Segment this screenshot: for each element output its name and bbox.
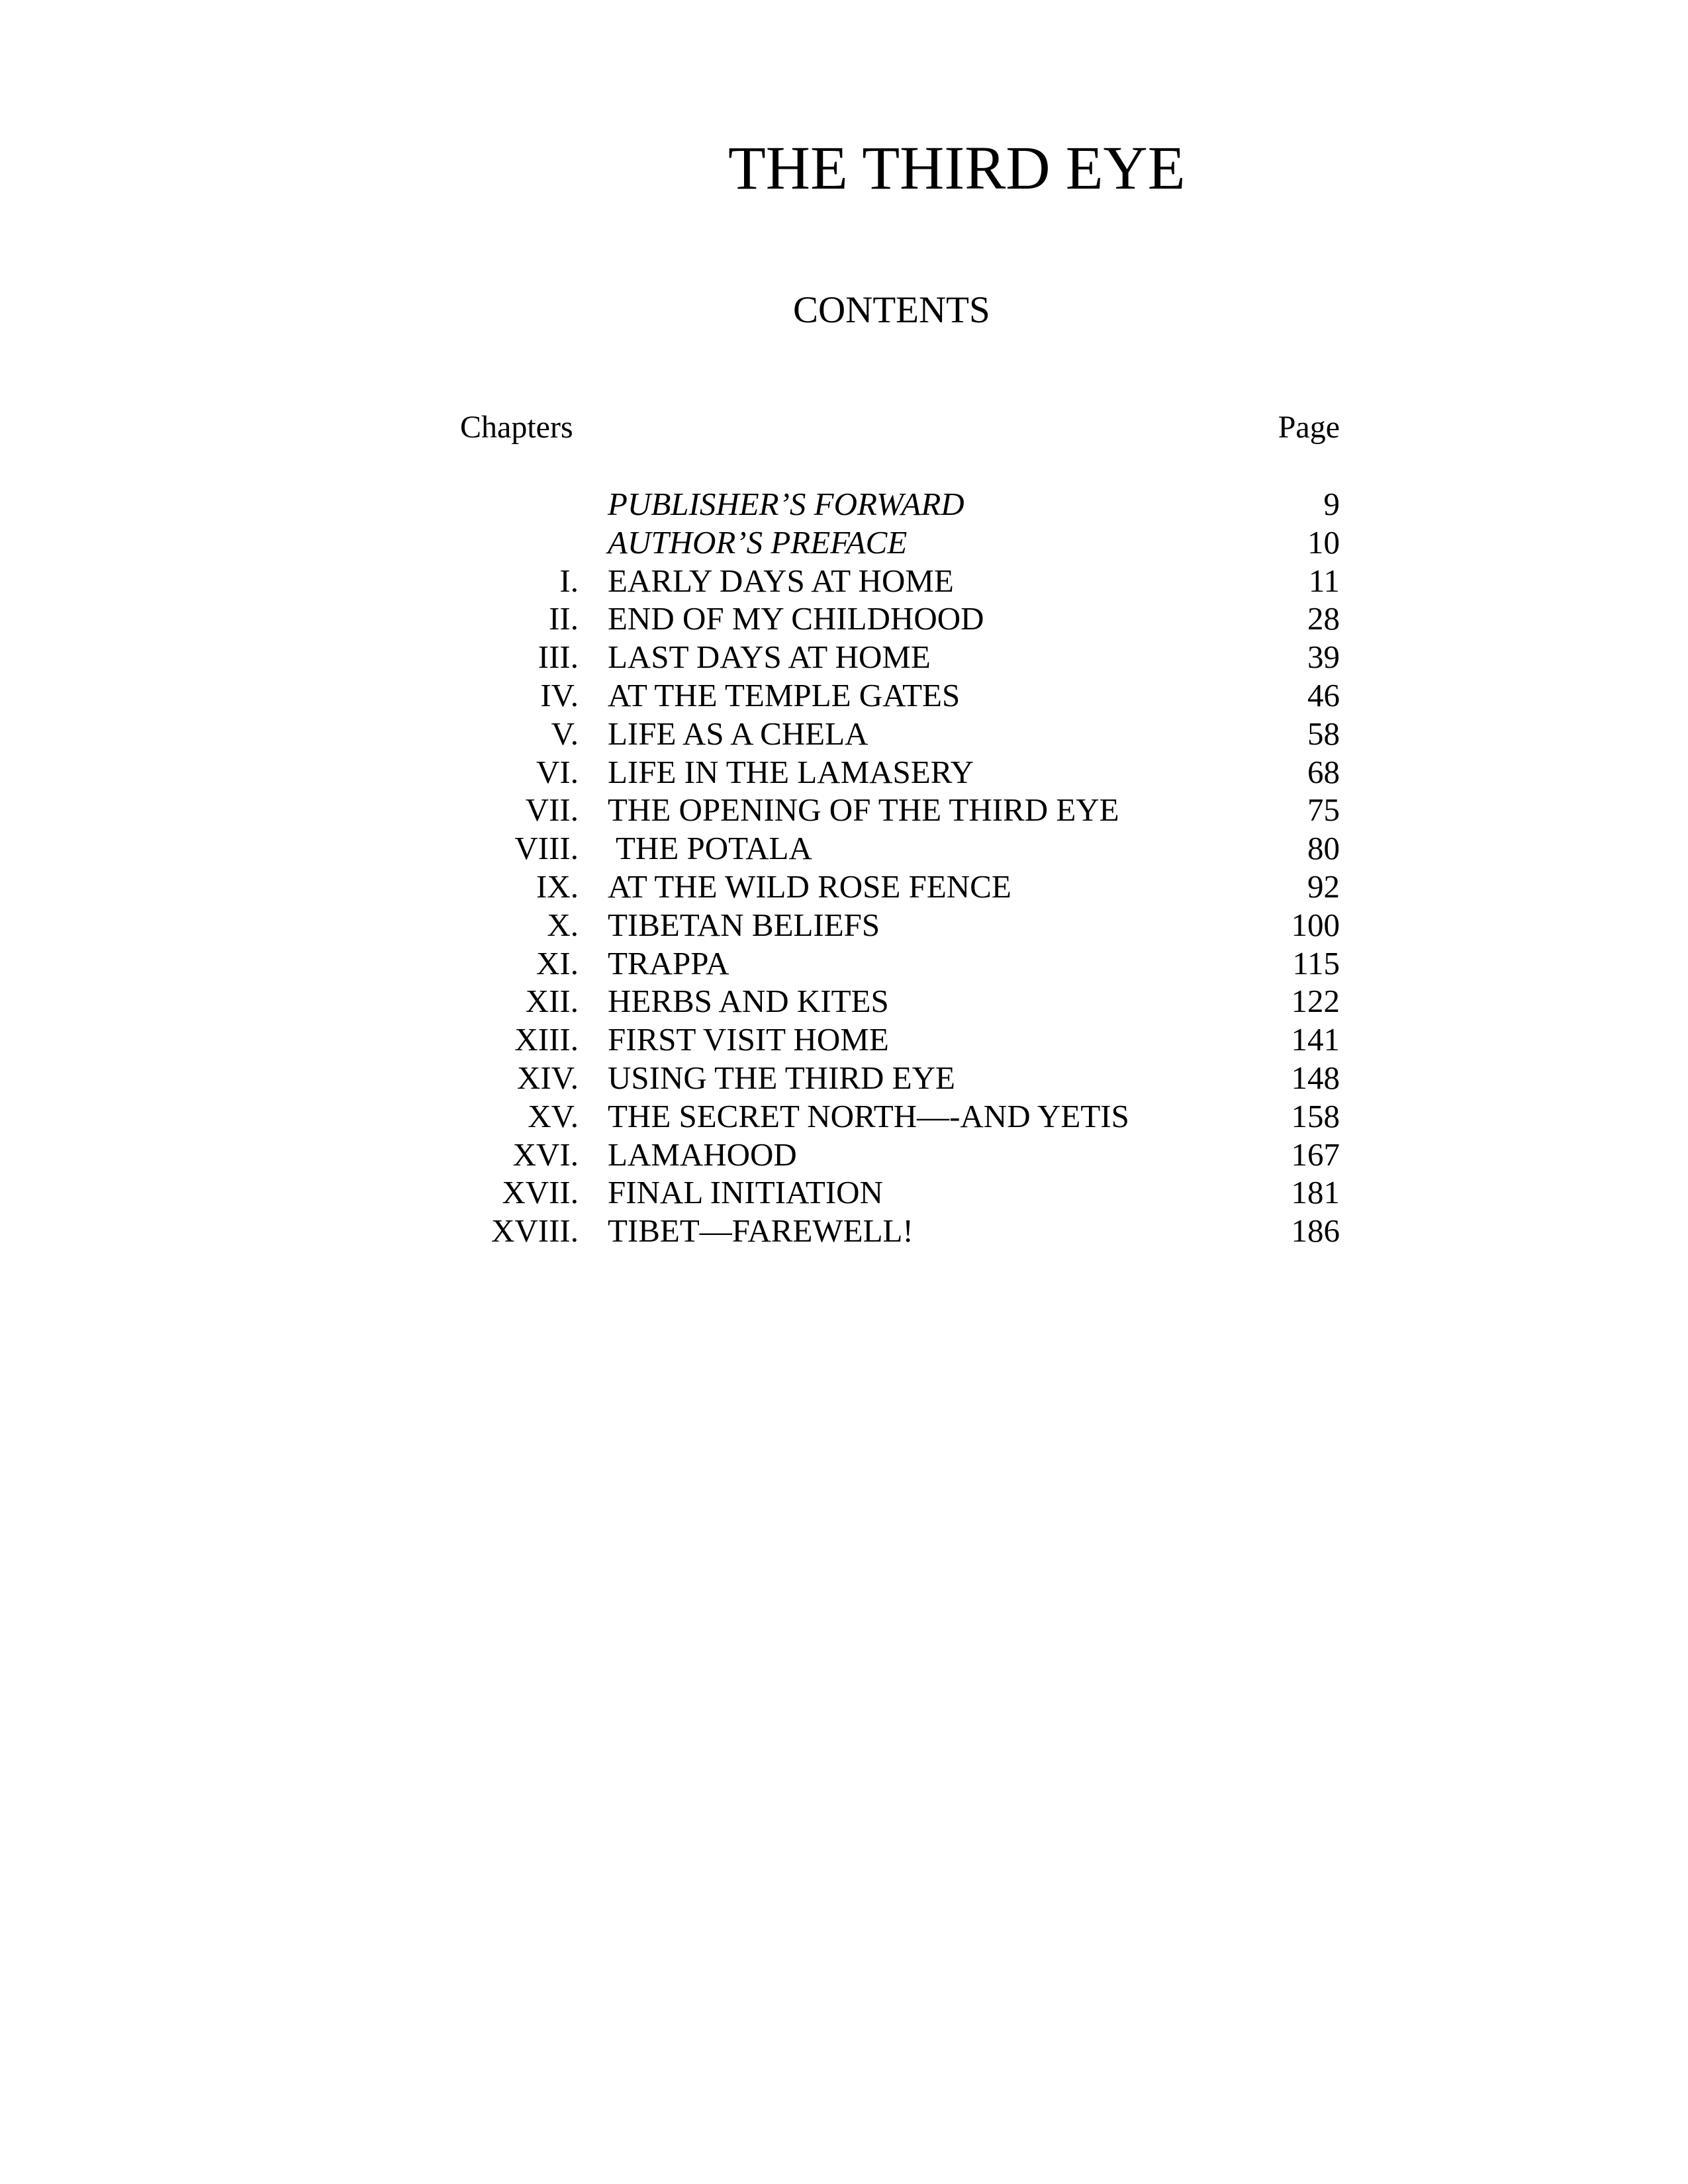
chapter-title: LIFE IN THE LAMASERY: [608, 753, 974, 790]
book-title: THE THIRD EYE: [728, 134, 1186, 203]
chapter-number: XIII.: [514, 1021, 579, 1058]
toc-entry: [0, 638, 1688, 676]
page-number: 167: [1291, 1136, 1340, 1173]
toc-entry: [0, 753, 1688, 792]
chapter-title: AT THE TEMPLE GATES: [608, 676, 961, 713]
toc-entry: [0, 562, 1688, 600]
toc-entry: [0, 1021, 1688, 1059]
toc-entry: [0, 523, 1688, 562]
page-number: 80: [1307, 830, 1340, 867]
chapter-number: XVIII.: [491, 1212, 579, 1250]
chapter-title: TRAPPA: [608, 944, 729, 981]
chapter-title: LAMAHOOD: [608, 1136, 797, 1173]
chapter-title: FINAL INITIATION: [608, 1174, 883, 1211]
page-number: 11: [1308, 562, 1340, 599]
chapter-title: PUBLISHER’S FORWARD: [608, 486, 964, 522]
chapter-number: XI.: [536, 944, 579, 981]
toc-entry: [0, 1059, 1688, 1097]
page-number: 75: [1307, 792, 1340, 829]
chapter-title: LAST DAYS AT HOME: [608, 639, 931, 676]
chapter-title: TIBETAN BELIEFS: [608, 906, 880, 943]
chapter-title: HERBS AND KITES: [608, 983, 889, 1020]
chapter-number: VI.: [536, 753, 579, 790]
page-number: 181: [1291, 1174, 1340, 1211]
page-number: 141: [1291, 1021, 1340, 1058]
page-number: 122: [1291, 983, 1340, 1020]
toc-entry: [0, 1136, 1688, 1174]
chapter-number: XV.: [528, 1097, 579, 1134]
chapter-number: IX.: [536, 868, 579, 905]
chapter-title: AT THE WILD ROSE FENCE: [608, 868, 1011, 905]
toc-entry: [0, 906, 1688, 944]
toc-entry: [0, 715, 1688, 753]
toc-entry: [0, 829, 1688, 868]
toc-entry: [0, 944, 1688, 983]
chapter-title: USING THE THIRD EYE: [608, 1059, 955, 1096]
page-number: 28: [1307, 600, 1340, 637]
page-number: 158: [1291, 1097, 1340, 1134]
chapter-title: EARLY DAYS AT HOME: [608, 562, 954, 599]
page-number: 58: [1307, 715, 1340, 752]
chapter-title: THE OPENING OF THE THIRD EYE: [608, 792, 1119, 829]
toc-entry: [0, 868, 1688, 906]
toc-entry: [0, 1173, 1688, 1212]
page-number: 100: [1291, 906, 1340, 943]
toc-entry: [0, 982, 1688, 1021]
toc-entry: [0, 1212, 1688, 1250]
chapter-title: END OF MY CHILDHOOD: [608, 600, 984, 637]
table-of-contents: [0, 485, 1688, 1250]
chapter-number: I.: [559, 562, 579, 599]
page-number: 68: [1307, 753, 1340, 790]
chapter-number: VIII.: [514, 830, 579, 867]
chapter-number: XIV.: [516, 1059, 579, 1096]
toc-entry: [0, 600, 1688, 638]
chapter-number: II.: [549, 600, 579, 637]
chapter-number: X.: [547, 906, 579, 943]
page-number: 9: [1323, 486, 1340, 522]
chapters-column-label: Chapters: [460, 410, 573, 445]
chapter-number: VII.: [525, 792, 579, 829]
contents-heading: CONTENTS: [793, 289, 990, 331]
chapter-number: III.: [538, 639, 579, 676]
page-number: 10: [1307, 523, 1340, 561]
page-number: 46: [1307, 676, 1340, 713]
chapter-title: TIBET—FAREWELL!: [608, 1212, 914, 1250]
page-number: 148: [1291, 1059, 1340, 1096]
page-number: 39: [1307, 639, 1340, 676]
chapter-title: FIRST VISIT HOME: [608, 1021, 889, 1058]
chapter-title: THE SECRET NORTH—-AND YETIS: [608, 1097, 1129, 1134]
chapter-number: XVI.: [512, 1136, 579, 1173]
toc-entry: [0, 676, 1688, 715]
chapter-number: V.: [551, 715, 579, 752]
chapter-number: XII.: [525, 983, 579, 1020]
chapter-title: LIFE AS A CHELA: [608, 715, 868, 752]
page-number: 115: [1292, 944, 1340, 981]
chapter-number: IV.: [540, 676, 579, 713]
page-number: 92: [1307, 868, 1340, 905]
page-column-label: Page: [1278, 410, 1340, 445]
chapter-number: XVII.: [502, 1174, 579, 1211]
chapter-title: AUTHOR’S PREFACE: [608, 523, 908, 561]
toc-entry: [0, 1097, 1688, 1136]
chapter-title: THE POTALA: [616, 830, 812, 867]
page-number: 186: [1291, 1212, 1340, 1250]
toc-entry: [0, 485, 1688, 523]
toc-entry: [0, 791, 1688, 829]
